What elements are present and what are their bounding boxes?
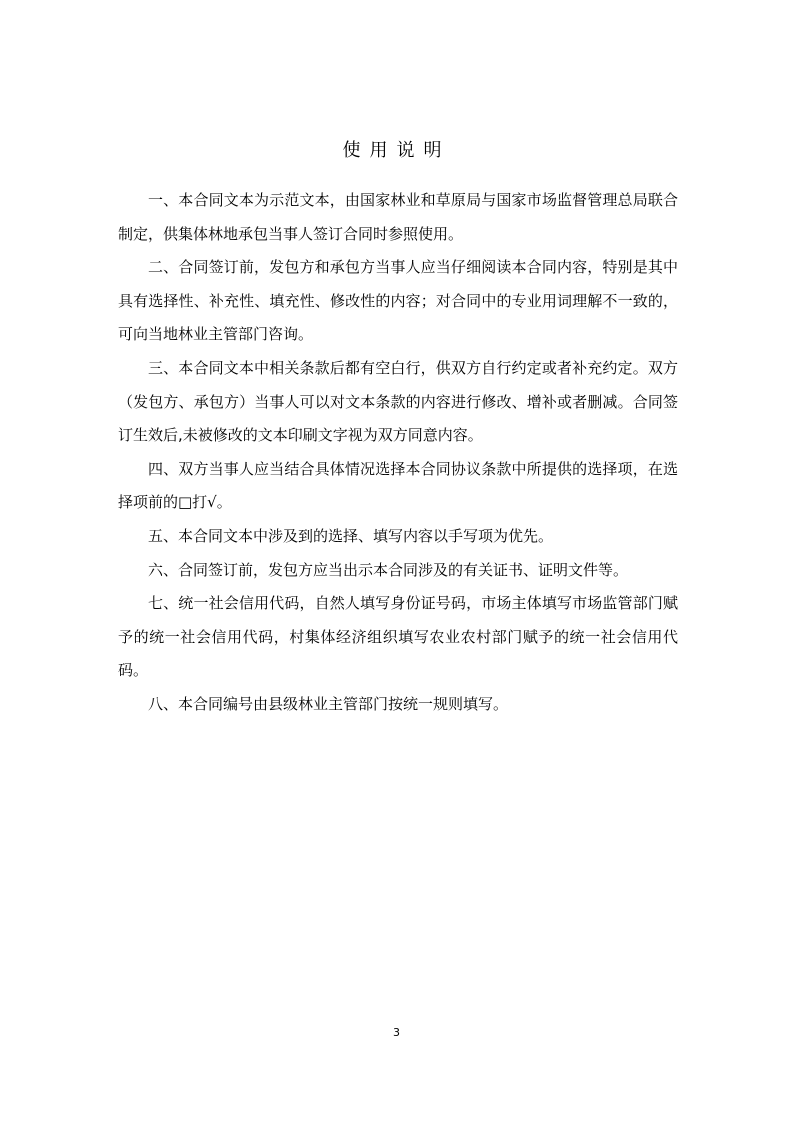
instruction-paragraph-1: 一、本合同文本为示范文本，由国家林业和草原局与国家市场监督管理总局联合制定，供集体林地承包当事人签订合同时参照使用。 (118, 191, 678, 243)
page-number: 3 (393, 1026, 400, 1039)
instruction-paragraph-6: 六、合同签订前，发包方应当出示本合同涉及的有关证书、证明文件等。 (148, 560, 629, 579)
instruction-paragraph-8: 八、本合同编号由县级林业主管部门按统一规则填写。 (148, 694, 509, 713)
instruction-paragraph-7: 七、统一社会信用代码，自然人填写身份证号码，市场主体填写市场监管部门赋予的统一社会信用代码，村集体经济组织填写农业农村部门赋予的统一社会信用代码。 (118, 594, 678, 680)
instruction-paragraph-2: 二、合同签订前，发包方和承包方当事人应当仔细阅读本合同内容，特别是其中具有选择性、补充性、填充性、修改性的内容；对合同中的专业用词理解不一致的，可向当地林业主管部门咨询。 (118, 258, 678, 344)
instruction-paragraph-4: 四、双方当事人应当结合具体情况选择本合同协议条款中所提供的选择项，在选择项前的□打√。 (118, 459, 678, 512)
instructions-body (118, 184, 678, 722)
instruction-paragraph-3: 三、本合同文本中相关条款后都有空白行，供双方自行约定或者补充约定。双方（发包方、承包方）当事人可以对文本条款的内容进行修改、增补或者删减。合同签订生效后,未被修改的文本印刷文字视为双方同意内容。 (118, 358, 678, 445)
instruction-paragraph-5: 五、本合同文本中涉及到的选择、填写内容以手写项为优先。 (148, 526, 554, 545)
page-title: 使用说明 (342, 140, 451, 161)
